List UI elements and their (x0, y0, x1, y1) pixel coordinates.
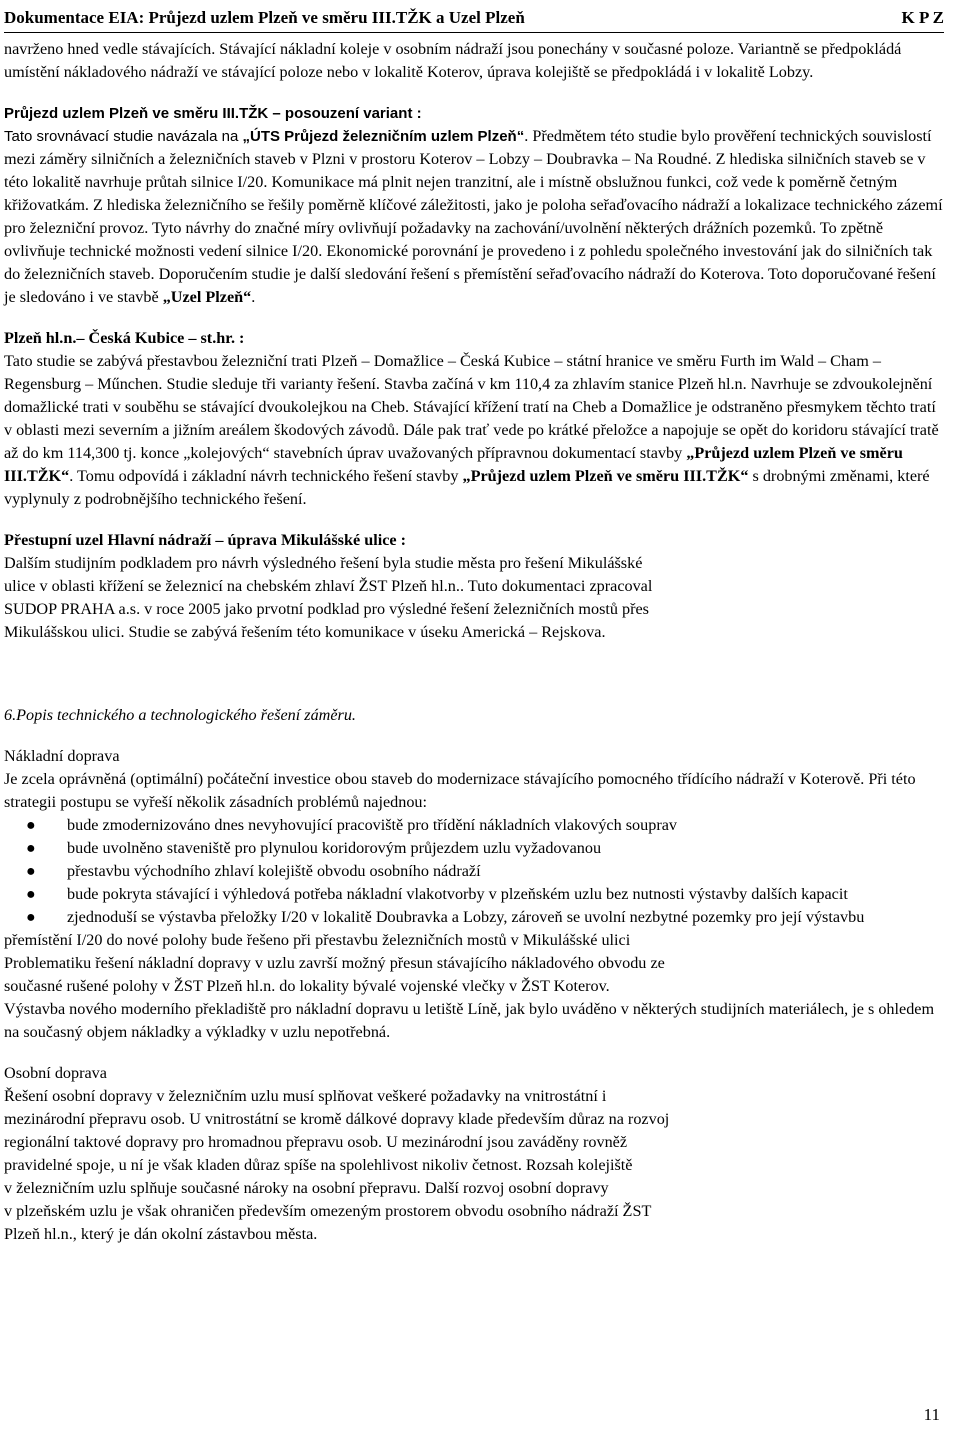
section3-line: Dalším studijním podkladem pro návrh výsledného řešení byla studie města pro řešení Mikulášské (4, 554, 643, 572)
freight-line: přemístění I/20 do nové polohy bude řešeno při přestavbu železničních mostů v Mikulášské ulici (4, 931, 631, 949)
freight-title: Nákladní doprava (4, 747, 120, 765)
section2-heading: Plzeň hl.n.– Česká Kubice – st.hr. : (4, 329, 245, 347)
header-title: Dokumentace EIA: Průjezd uzlem Plzeň ve směru III.TŽK a Uzel Plzeň (4, 8, 525, 27)
passenger-line: mezinárodní přepravu osob. U vnitrostátní se kromě dálkové dopravy klade především důraz na rozvoj (4, 1110, 670, 1128)
passenger-title: Osobní doprava (4, 1064, 107, 1082)
bullet-icon: ● (26, 840, 36, 857)
section2-text-c: s drobnými změnami, které vyplynuly z podrobnějšího technického řešení. (4, 467, 930, 508)
section1-end: . (251, 288, 256, 306)
freight-bullet-list (4, 814, 947, 929)
section4-heading: 6.Popis technického a technologického řešení záměru. (4, 706, 356, 724)
bullet-icon: ● (26, 863, 36, 880)
section2-text-a: Tato studie se zabývá přestavbou železniční trati Plzeň – Domažlice – Česká Kubice – státní hranice ve směru Furth im Wald – Cham – Regensburg – Műnchen. Studie sleduje tři varianty řešení. Stavba začíná v km 110,4 za zhlavím stanice Plzeň hl.n. Navrhuje se zdvoukolejnění domažlické trati v souběhu se stávající dvoukolejkou na Cheb. Stávající křížení tratí na Cheb a Domažlice je odstraněno přesmykem těchto tratí v oblasti mezi severním a jižním areálem škodových závodů. Dále pak trať vede po krátké přeložce a napojuje se opět do koridoru stávající tratě až do km 114,300 tj. konce „kolejových“ stavebních úprav uvažovaných přípravnou dokumentací stavby (4, 352, 939, 462)
freight-line: Výstavba nového moderního překladiště pro nákladní dopravu u letiště Líně, jak bylo uváděno v některých studijních materiálech, je s ohledem na současný objem nákladky a výkladky v uzlu nepotřebná. (4, 1000, 935, 1041)
section3-line: Mikulášskou ulici. Studie se zabývá řešením této komunikace v úseku Americká – Rejskova. (4, 623, 606, 641)
section1-lead: Tato srovnávací studie navázala na (4, 128, 243, 145)
section2-body (4, 350, 947, 511)
bullet-icon: ● (26, 886, 36, 903)
section1-study-name: „ÚTS Průjezd železničním uzlem Plzeň“ (242, 128, 525, 145)
list-item-text: bude zmodernizováno dnes nevyhovující pracoviště pro třídění nákladních vlakových souprav (67, 816, 678, 834)
intro-paragraph: navrženo hned vedle stávajících. Stávající nákladní koleje v osobním nádraží jsou ponechány v současné poloze. Variantně se předpokládá umístění nákladového nádraží ve stávající poloze nebo v lokalitě Koterov, úprava kolejiště se předpokládá i v lokalitě Lobzy. (4, 40, 902, 81)
section2-text-b: . Tomu odpovídá i základní návrh technického řešení stavby (69, 467, 463, 485)
page-content (4, 38, 947, 1246)
page-header (4, 4, 944, 33)
passenger-line: Řešení osobní dopravy v železničním uzlu musí splňovat veškeré požadavky na vnitrostátní i (4, 1087, 607, 1105)
list-item (4, 906, 947, 929)
passenger-line: v plzeňském uzlu je však ohraničen především omezeným prostorem obvodu osobního nádraží ŽST (4, 1202, 652, 1220)
list-item (4, 860, 947, 883)
section3-line: SUDOP PRAHA a.s. v roce 2005 jako prvotní podklad pro výsledné řešení železničních mostů přes (4, 600, 649, 618)
freight-line: Problematiku řešení nákladní dopravy v uzlu završí možný přesun stávajícího nákladového obvodu ze (4, 954, 665, 972)
list-item-text: bude uvolněno staveniště pro plynulou koridorovým průjezdem uzlu vyžadovanou (67, 839, 602, 857)
passenger-line: regionální taktové dopravy pro hromadnou přepravu osob. U mezinárodní jsou zaváděny rovněž (4, 1133, 628, 1151)
page-number: 11 (923, 1405, 940, 1424)
list-item-text: bude pokryta stávající i výhledová potřeba nákladní vlakotvorby v plzeňském uzlu bez nutnosti výstavby dalších kapacit (67, 885, 848, 903)
list-item (4, 814, 947, 837)
bullet-icon: ● (26, 817, 36, 834)
section1-heading: Průjezd uzlem Plzeň ve směru III.TŽK – posouzení variant : (4, 105, 422, 122)
section3-heading: Přestupní uzel Hlavní nádraží – úprava Mikulášské ulice : (4, 531, 407, 549)
section2-bold-1: „Průjezd uzlem Plzeň ve směru III.TŽK“ (4, 444, 903, 485)
list-item-text: zjednoduší se výstavba přeložky I/20 v lokalitě Doubravka a Lobzy, zároveň se uvolní nezbytné pozemky pro její výstavbu (67, 908, 865, 926)
section1-text: . Předmětem této studie bylo prověření technických souvislostí mezi záměry silničních a železničních staveb v Plzni v prostoru Koterov – Lobzy – Doubravka – Na Roudné. Z hlediska silničních staveb se v této lokalitě navrhuje průtah silnice I/20. Komunikace má plnit nejen tranzitní, ale i místně obslužnou funkci, což vede k poměrně četným křižovatkám. Z hlediska železničního se řešily poměrně klíčové záležitosti, jako je poloha seřaďovacího nádraží a lokalizace technického zázemí pro železniční provoz. Tyto návrhy do značné míry ovlivňují požadavky na zachování/uvolnění některých drážních pozemků. To zpětně ovlivňuje technické možnosti vedení silnice I/20. Ekonomické porovnání je provedeno i z pohledu společného investování jak do silničních tak do železničních staveb. Doporučením studie je další sledování řešení s přemístění seřaďovacího nádraží do Koterova. Toto doporučované řešení je sledováno i ve stavbě (4, 127, 943, 306)
section2-bold-2: „Průjezd uzlem Plzeň ve směru III.TŽK“ (462, 467, 749, 485)
list-item (4, 837, 947, 860)
freight-line: současné rušené polohy v ŽST Plzeň hl.n. do lokality bývalé vojenské vlečky v ŽST Koterov. (4, 977, 610, 995)
passenger-line: Plzeň hl.n., který je dán okolní zástavbou města. (4, 1225, 318, 1243)
header-code: K P Z (901, 8, 944, 27)
list-item (4, 883, 947, 906)
passenger-line: pravidelné spoje, u ní je však kladen důraz spíše na spolehlivost nikoliv četnost. Rozsah kolejiště (4, 1156, 633, 1174)
bullet-icon: ● (26, 909, 36, 926)
list-item-text: přestavbu východního zhlaví kolejiště obvodu osobního nádraží (67, 862, 481, 880)
passenger-line: v železničním uzlu splňuje současné nároky na osobní přepravu. Další rozvoj osobní dopravy (4, 1179, 609, 1197)
section1-body (4, 125, 947, 309)
section1-bold-ref: „Uzel Plzeň“ (162, 288, 252, 306)
freight-intro: Je zcela oprávněná (optimální) počáteční investice obou staveb do modernizace stávajícího pomocného třídícího nádraží v Koterově. Při této strategii postupu se vyřeší několik zásadních problémů najednou: (4, 770, 916, 811)
section3-line: ulice v oblasti křížení se železnicí na chebském zhlaví ŽST Plzeň hl.n.. Tuto dokumentaci zpracoval (4, 577, 653, 595)
